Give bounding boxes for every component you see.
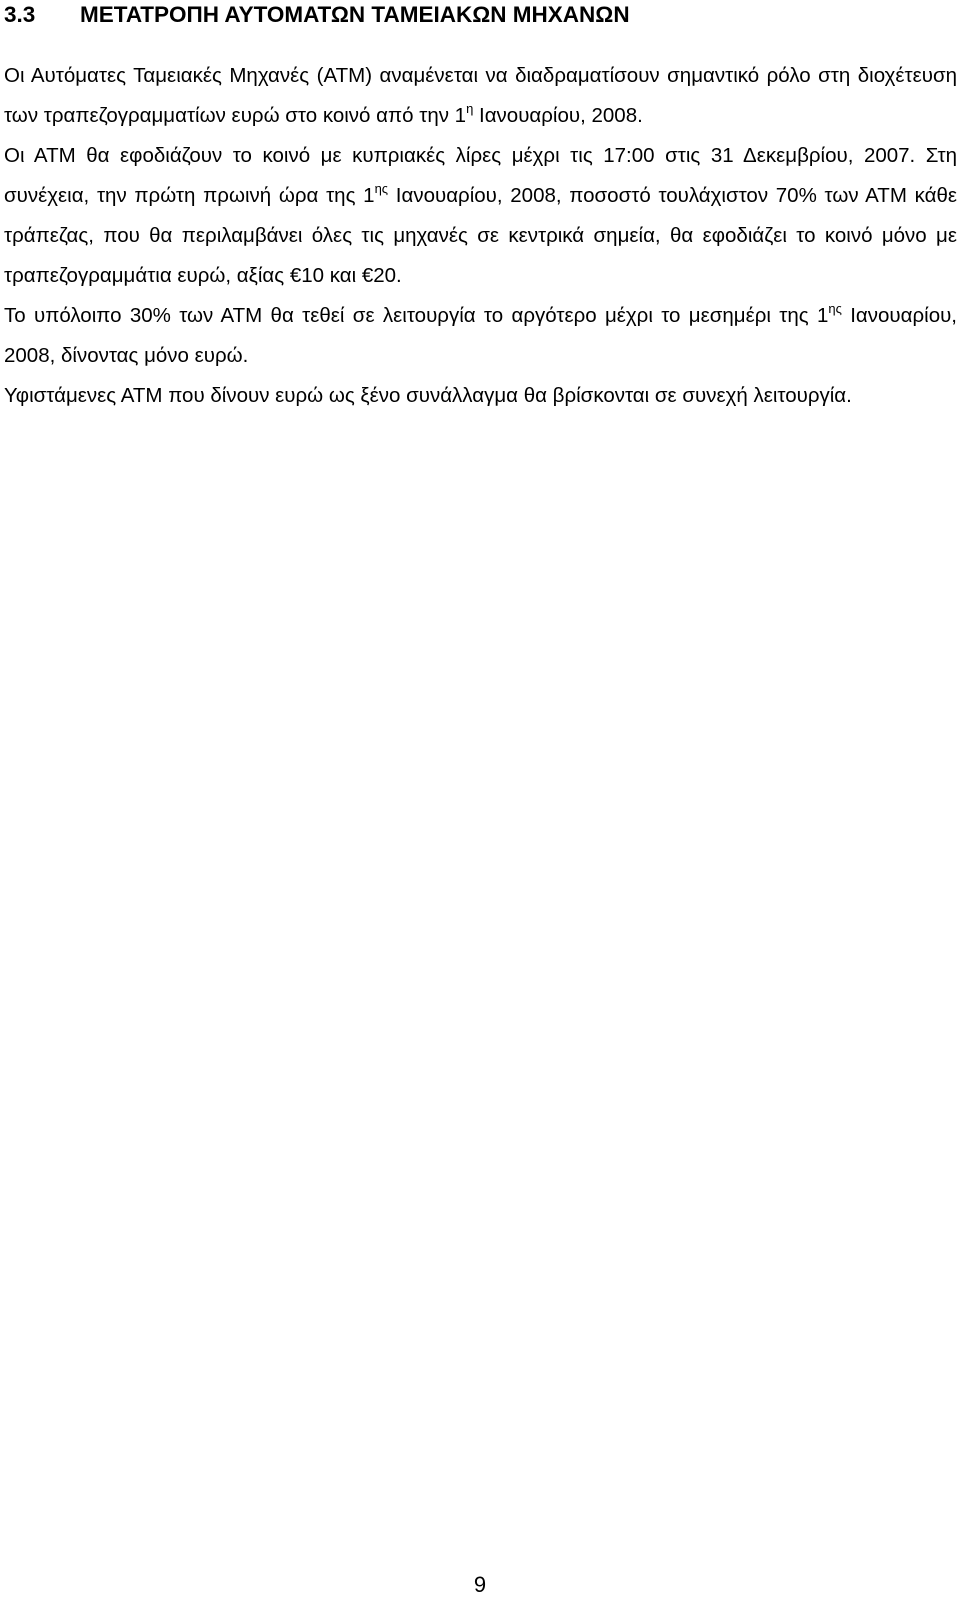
document-page (4, 0, 957, 416)
paragraph-text: Ιανουαρίου, 2008, δίνοντας μόνο ευρώ. (4, 304, 958, 367)
section-heading (4, 0, 957, 29)
paragraph-text: Το υπόλοιπο 30% των ΑΤΜ θα τεθεί σε λειτουργία το αργότερο μέχρι το μεσημέρι της 1 (4, 304, 829, 327)
paragraph-text: Οι ΑΤΜ θα εφοδιάζουν το κοινό με κυπριακές λίρες μέχρι τις 17:00 στις 31 Δεκεμβρίου, 2007. Στη συνέχεια, την πρώτη πρωινή ώρα της 1 (4, 144, 957, 207)
paragraph-atm-existing (4, 376, 957, 416)
section-title: ΜΕΤΑΤΡΟΠΗ ΑΥΤΟΜΑΤΩΝ ΤΑΜΕΙΑΚΩΝ ΜΗΧΑΝΩΝ (80, 2, 630, 27)
ordinal-superscript: ης (374, 181, 389, 196)
paragraph-text: Υφιστάμενες ΑΤΜ που δίνουν ευρώ ως ξένο συνάλλαγμα θα βρίσκονται σε συνεχή λειτουργία. (4, 384, 852, 407)
ordinal-superscript: η (466, 101, 474, 116)
paragraph-text: Ιανουαρίου, 2008. (473, 104, 643, 127)
section-number: 3.3 (4, 2, 36, 27)
page-number: 9 (473, 1572, 487, 1597)
paragraph-atm-role (4, 56, 957, 136)
paragraph-text: Οι Αυτόματες Ταμειακές Μηχανές (ΑΤΜ) αναμένεται να διαδραματίσουν σημαντικό ρόλο στη διοχέτευση των τραπεζογραμματίων ευρώ στο κοινό από την 1 (4, 64, 957, 127)
paragraph-atm-schedule (4, 136, 957, 296)
paragraph-atm-remaining (4, 296, 957, 376)
ordinal-superscript: ης (828, 301, 842, 316)
paragraph-text: Ιανουαρίου, 2008, ποσοστό τουλάχιστον 70% των ΑΤΜ κάθε τράπεζας, που θα περιλαμβάνει όλες τις μηχανές σε κεντρικά σημεία, θα εφοδιάζει το κοινό μόνο με τραπεζογραμμάτια ευρώ, αξίας €10 και €20. (4, 184, 957, 287)
